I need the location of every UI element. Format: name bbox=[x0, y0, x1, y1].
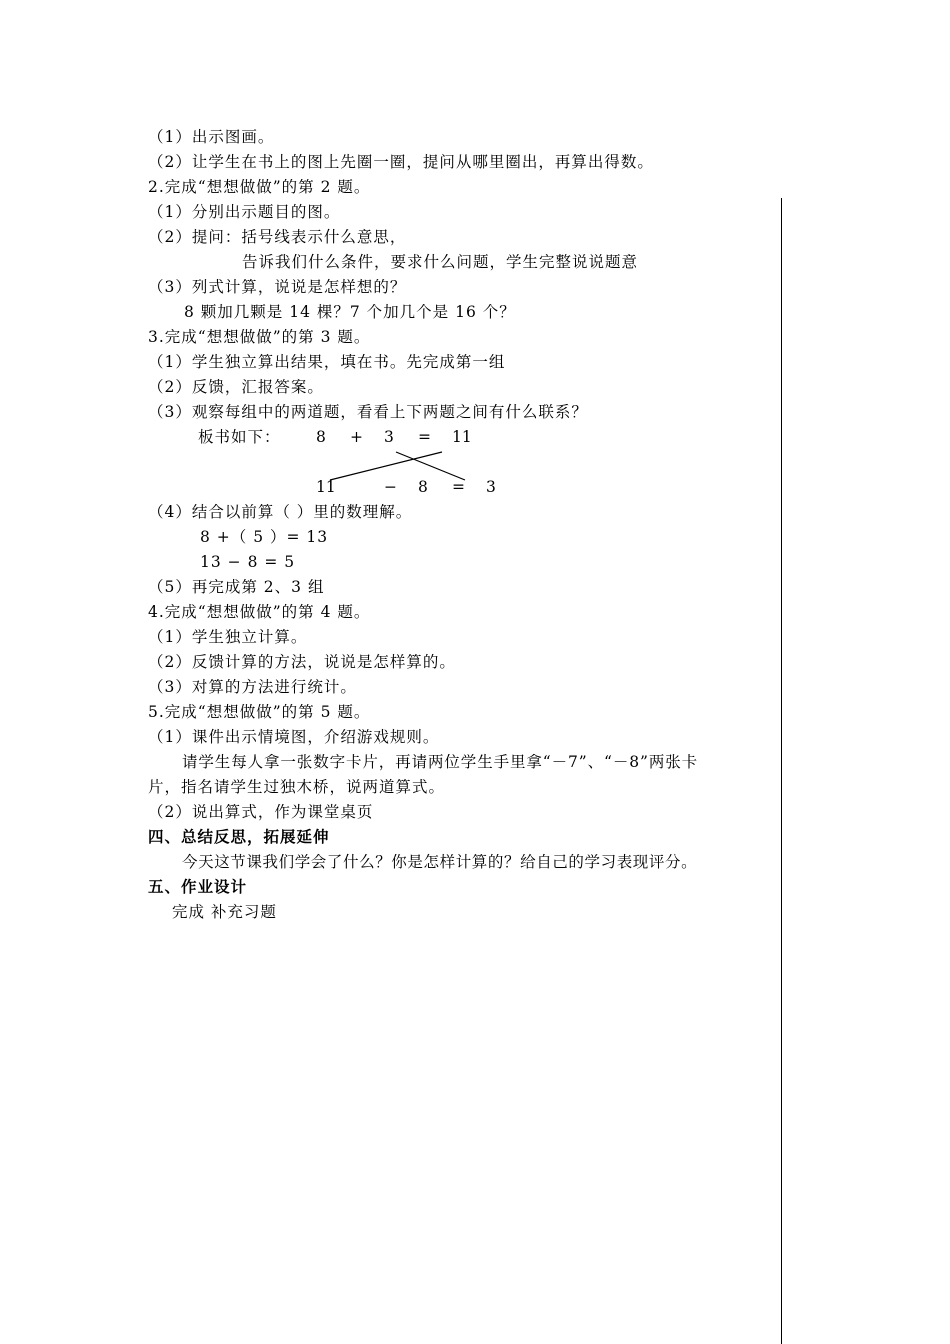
text-line: 13 − 8 = 5 bbox=[200, 553, 296, 571]
text-line: 完成 补充习题 bbox=[172, 903, 277, 921]
text-line: （2）让学生在书上的图上先圈一圈，提问从哪里圈出，再算出得数。 bbox=[148, 153, 654, 171]
text-line: （1）分别出示题目的图。 bbox=[148, 203, 341, 221]
board-bottom-1: 11 bbox=[316, 478, 336, 496]
board-bottom-3: 8 bbox=[418, 478, 428, 496]
cross-line-b bbox=[396, 452, 465, 480]
text-line: （1）出示图画。 bbox=[148, 128, 275, 146]
text-line: （1）学生独立算出结果，填在书。先完成第一组 bbox=[148, 353, 506, 371]
section-heading: 五、作业设计 bbox=[148, 878, 248, 896]
board-top-4: = bbox=[418, 428, 431, 446]
text-line: （2）提问：括号线表示什么意思， bbox=[148, 228, 407, 246]
text-line: 3.完成“想想做做”的第 3 题。 bbox=[148, 328, 371, 346]
text-line: 今天这节课我们学会了什么？你是怎样计算的？给自己的学习表现评分。 bbox=[182, 853, 698, 871]
text-line: 4.完成“想想做做”的第 4 题。 bbox=[148, 603, 371, 621]
board-top-5: 11 bbox=[452, 428, 472, 446]
board-top-1: 8 bbox=[316, 428, 326, 446]
board-top-2: + bbox=[350, 428, 363, 446]
text-line: 8 +（ 5 ）= 13 bbox=[200, 528, 329, 546]
text-line: 告诉我们什么条件，要求什么问题，学生完整说说题意 bbox=[242, 253, 639, 271]
table-border-line bbox=[781, 198, 782, 1344]
text-line: 2.完成“想想做做”的第 2 题。 bbox=[148, 178, 371, 196]
text-line: 5.完成“想想做做”的第 5 题。 bbox=[148, 703, 371, 721]
text-line: （3）列式计算，说说是怎样想的？ bbox=[148, 278, 407, 296]
text-line: （3）观察每组中的两道题，看看上下两题之间有什么联系？ bbox=[148, 403, 588, 421]
text-line: 8 颗加几颗是 14 棵？7 个加几个是 16 个？ bbox=[184, 303, 516, 321]
board-bottom-2: − bbox=[384, 478, 397, 496]
text-line: （2）说出算式，作为课堂桌页 bbox=[148, 803, 374, 821]
text-line: 请学生每人拿一张数字卡片，再请两位学生手里拿“－7”、“－8”两张卡 bbox=[182, 753, 699, 771]
board-bottom-5: 3 bbox=[486, 478, 496, 496]
text-line: （5）再完成第 2、3 组 bbox=[148, 578, 325, 596]
text-line: （2）反馈计算的方法，说说是怎样算的。 bbox=[148, 653, 456, 671]
text-line: （4）结合以前算（ ）里的数理解。 bbox=[148, 503, 413, 521]
text-line: （1）学生独立计算。 bbox=[148, 628, 308, 646]
text-line: （2）反馈，汇报答案。 bbox=[148, 378, 324, 396]
text-line: （1）课件出示情境图，介绍游戏规则。 bbox=[148, 728, 440, 746]
text-line: （3）对算的方法进行统计。 bbox=[148, 678, 357, 696]
board-top-3: 3 bbox=[384, 428, 394, 446]
text-line: 片，指名请学生过独木桥，说两道算式。 bbox=[148, 778, 446, 796]
board-bottom-4: = bbox=[452, 478, 465, 496]
section-heading: 四、总结反思，拓展延伸 bbox=[148, 828, 330, 846]
cross-line-a bbox=[330, 452, 442, 480]
board-label: 板书如下： bbox=[198, 428, 281, 446]
